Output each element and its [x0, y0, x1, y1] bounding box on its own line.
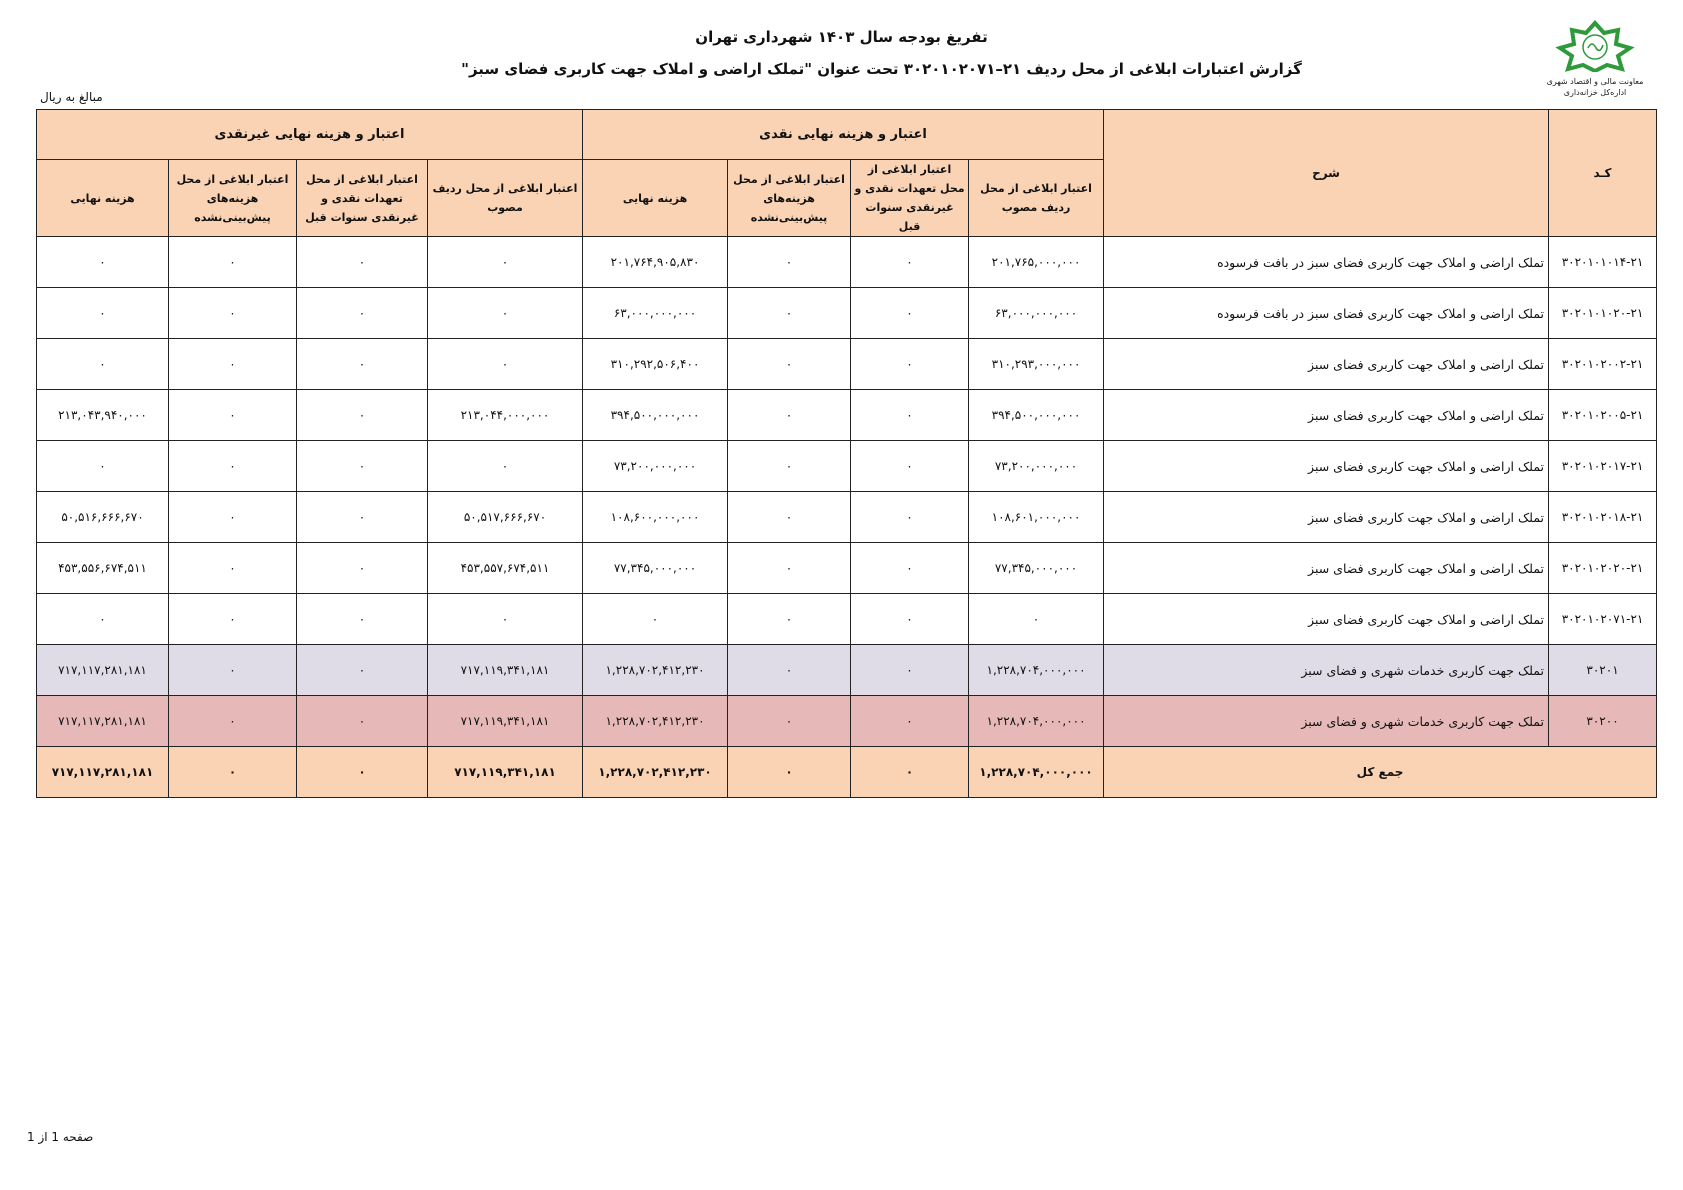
amount-cell: ۰	[169, 288, 297, 339]
amount-cell: ۰	[851, 492, 969, 543]
amount-cell: ۳۹۴,۵۰۰,۰۰۰,۰۰۰	[583, 390, 728, 441]
amount-cell: ۰	[851, 645, 969, 696]
noncash-col-header: اعتبار ابلاغی از محل ردیف مصوب	[428, 160, 583, 237]
row-code: ۳۰۲۰۱۰۲۰۰۵-۲۱	[1549, 390, 1657, 441]
cash-col-header: هزینه نهایی	[583, 160, 728, 237]
amount-cell: ۰	[428, 594, 583, 645]
amount-cell: ۰	[851, 441, 969, 492]
table-row	[37, 441, 1657, 492]
noncash-col-header: هزینه نهایی	[37, 160, 169, 237]
row-description: تملک اراضی و املاک جهت کاربری فضای سبز	[1104, 390, 1549, 441]
amount-cell: ۰	[37, 288, 169, 339]
amount-cell: ۰	[169, 747, 297, 798]
row-description: تملک اراضی و املاک جهت کاربری فضای سبز	[1104, 492, 1549, 543]
amount-cell: ۷۱۷,۱۱۷,۲۸۱,۱۸۱	[37, 645, 169, 696]
amount-cell: ۲۰۱,۷۶۴,۹۰۵,۸۳۰	[583, 237, 728, 288]
noncash-col-header: اعتبار ابلاغی از محل تعهدات نقدی و غیرنقدی سنوات قبل	[297, 160, 428, 237]
row-description: تملک اراضی و املاک جهت کاربری فضای سبز	[1104, 543, 1549, 594]
table-row	[37, 339, 1657, 390]
amount-cell: ۳۱۰,۲۹۲,۵۰۶,۴۰۰	[583, 339, 728, 390]
row-code: ۳۰۲۰۰	[1549, 696, 1657, 747]
amount-cell: ۰	[169, 696, 297, 747]
amount-cell: ۰	[297, 237, 428, 288]
row-code: ۳۰۲۰۱۰۲۰۰۲-۲۱	[1549, 339, 1657, 390]
report-subtitle: گزارش اعتبارات ابلاغی از محل ردیف ۲۱–۳۰۲۰۱۰۲۰۷۱ تحت عنوان "تملک اراضی و املاک جهت کاربری فضای سبز"	[461, 60, 1302, 78]
table-row	[37, 492, 1657, 543]
amount-cell: ۰	[728, 390, 851, 441]
amount-cell: ۰	[37, 237, 169, 288]
amount-cell: ۰	[169, 543, 297, 594]
col-header-description: شرح	[1104, 110, 1549, 237]
amount-cell: ۱,۲۲۸,۷۰۴,۰۰۰,۰۰۰	[969, 645, 1104, 696]
row-code: ۳۰۲۰۱۰۲۰۷۱-۲۱	[1549, 594, 1657, 645]
amount-cell: ۰	[728, 645, 851, 696]
amount-cell: ۰	[728, 237, 851, 288]
amount-cell: ۰	[728, 747, 851, 798]
amount-cell: ۰	[297, 390, 428, 441]
amount-cell: ۰	[169, 390, 297, 441]
amount-cell: ۰	[851, 237, 969, 288]
row-code: ۳۰۲۰۱۰۲۰۱۷-۲۱	[1549, 441, 1657, 492]
amount-cell: ۰	[728, 543, 851, 594]
amount-cell: ۰	[728, 594, 851, 645]
amount-cell: ۰	[728, 696, 851, 747]
amount-cell: ۰	[851, 696, 969, 747]
row-code: ۳۰۲۰۱۰۲۰۱۸-۲۱	[1549, 492, 1657, 543]
amount-cell: ۰	[728, 492, 851, 543]
amount-cell: ۲۱۳,۰۴۳,۹۴۰,۰۰۰	[37, 390, 169, 441]
amount-cell: ۰	[297, 492, 428, 543]
amount-cell: ۰	[297, 288, 428, 339]
row-code: ۳۰۲۰۱۰۱۰۲۰-۲۱	[1549, 288, 1657, 339]
amount-cell: ۱,۲۲۸,۷۰۴,۰۰۰,۰۰۰	[969, 696, 1104, 747]
amount-cell: ۰	[169, 645, 297, 696]
amount-cell: ۰	[169, 441, 297, 492]
amount-cell: ۰	[37, 594, 169, 645]
table-row	[37, 390, 1657, 441]
row-description: تملک اراضی و املاک جهت کاربری فضای سبز	[1104, 441, 1549, 492]
grand-total-row	[37, 747, 1657, 798]
amount-cell: ۰	[297, 696, 428, 747]
row-code: ۳۰۲۰۱	[1549, 645, 1657, 696]
noncash-col-header: اعتبار ابلاغی از محل هزینه‌های پیش‌بینی‌نشده	[169, 160, 297, 237]
amount-cell: ۲۰۱,۷۶۵,۰۰۰,۰۰۰	[969, 237, 1104, 288]
row-description: تملک جهت کاربری خدمات شهری و فضای سبز	[1104, 645, 1549, 696]
amount-cell: ۰	[297, 441, 428, 492]
amount-cell: ۰	[851, 747, 969, 798]
logo-caption-deputy: معاونت مالی و اقتصاد شهری	[1546, 77, 1644, 86]
amount-cell: ۷۱۷,۱۱۹,۳۴۱,۱۸۱	[428, 696, 583, 747]
amount-cell: ۴۵۳,۵۵۷,۶۷۴,۵۱۱	[428, 543, 583, 594]
group-header-noncash: اعتبار و هزینه نهایی غیرنقدی	[37, 110, 583, 160]
amount-cell: ۰	[428, 237, 583, 288]
amount-cell: ۱,۲۲۸,۷۰۲,۴۱۲,۲۳۰	[583, 696, 728, 747]
amount-cell: ۰	[728, 441, 851, 492]
amount-cell: ۰	[297, 339, 428, 390]
cash-col-header: اعتبار ابلاغی از محل ردیف مصوب	[969, 160, 1104, 237]
amount-cell: ۰	[428, 441, 583, 492]
amount-cell: ۰	[297, 594, 428, 645]
row-description: تملک اراضی و املاک جهت کاربری فضای سبز در بافت فرسوده	[1104, 288, 1549, 339]
amount-cell: ۰	[297, 747, 428, 798]
group-header-cash: اعتبار و هزینه نهایی نقدی	[583, 110, 1104, 160]
amount-cell: ۱۰۸,۶۰۱,۰۰۰,۰۰۰	[969, 492, 1104, 543]
row-code: ۳۰۲۰۱۰۱۰۱۴-۲۱	[1549, 237, 1657, 288]
amount-cell: ۴۵۳,۵۵۶,۶۷۴,۵۱۱	[37, 543, 169, 594]
amount-cell: ۰	[37, 441, 169, 492]
amount-cell: ۰	[851, 390, 969, 441]
cash-col-header: اعتبار ابلاغی از محل هزینه‌های پیش‌بینی‌نشده	[728, 160, 851, 237]
amount-cell: ۶۳,۰۰۰,۰۰۰,۰۰۰	[583, 288, 728, 339]
amount-cell: ۲۱۳,۰۴۴,۰۰۰,۰۰۰	[428, 390, 583, 441]
amount-cell: ۰	[169, 594, 297, 645]
amount-cell: ۱,۲۲۸,۷۰۲,۴۱۲,۲۳۰	[583, 747, 728, 798]
amount-cell: ۰	[851, 594, 969, 645]
cash-col-header: اعتبار ابلاغی از محل تعهدات نقدی و غیرنقدی سنوات قبل	[851, 160, 969, 237]
amount-cell: ۰	[297, 543, 428, 594]
amount-cell: ۵۰,۵۱۷,۶۶۶,۶۷۰	[428, 492, 583, 543]
amount-cell: ۰	[728, 339, 851, 390]
amount-cell: ۰	[169, 492, 297, 543]
amount-cell: ۳۹۴,۵۰۰,۰۰۰,۰۰۰	[969, 390, 1104, 441]
page-number: صفحه 1 از 1	[27, 1130, 94, 1144]
amount-cell: ۷۷,۳۴۵,۰۰۰,۰۰۰	[583, 543, 728, 594]
amount-cell: ۰	[583, 594, 728, 645]
logo-caption-treasury: اداره‌کل خزانه‌داری	[1563, 88, 1627, 97]
row-description: تملک اراضی و املاک جهت کاربری فضای سبز در بافت فرسوده	[1104, 237, 1549, 288]
amount-cell: ۱,۲۲۸,۷۰۴,۰۰۰,۰۰۰	[969, 747, 1104, 798]
amount-cell: ۵۰,۵۱۶,۶۶۶,۶۷۰	[37, 492, 169, 543]
col-header-code: کـد	[1549, 110, 1657, 237]
amount-cell: ۰	[297, 645, 428, 696]
amount-cell: ۱۰۸,۶۰۰,۰۰۰,۰۰۰	[583, 492, 728, 543]
row-code: ۳۰۲۰۱۰۲۰۲۰-۲۱	[1549, 543, 1657, 594]
subtotal-row	[37, 645, 1657, 696]
row-description: تملک اراضی و املاک جهت کاربری فضای سبز	[1104, 594, 1549, 645]
row-description: تملک اراضی و املاک جهت کاربری فضای سبز	[1104, 339, 1549, 390]
table-row	[37, 237, 1657, 288]
amount-cell: ۰	[851, 288, 969, 339]
amount-cell: ۷۷,۳۴۵,۰۰۰,۰۰۰	[969, 543, 1104, 594]
amount-cell: ۷۳,۲۰۰,۰۰۰,۰۰۰	[969, 441, 1104, 492]
amount-cell: ۷۱۷,۱۱۷,۲۸۱,۱۸۱	[37, 747, 169, 798]
amount-cell: ۰	[851, 339, 969, 390]
amount-cell: ۶۳,۰۰۰,۰۰۰,۰۰۰	[969, 288, 1104, 339]
amount-cell: ۰	[969, 594, 1104, 645]
amount-cell: ۱,۲۲۸,۷۰۲,۴۱۲,۲۳۰	[583, 645, 728, 696]
municipality-logo	[1540, 20, 1650, 98]
amount-cell: ۰	[169, 237, 297, 288]
subtotal-row	[37, 696, 1657, 747]
amount-cell: ۷۱۷,۱۱۹,۳۴۱,۱۸۱	[428, 645, 583, 696]
report-title: تفریغ بودجه سال ۱۴۰۳ شهرداری تهران	[695, 28, 988, 46]
amount-cell: ۰	[169, 339, 297, 390]
row-description: تملک جهت کاربری خدمات شهری و فضای سبز	[1104, 696, 1549, 747]
amount-cell: ۷۱۷,۱۱۷,۲۸۱,۱۸۱	[37, 696, 169, 747]
tehran-emblem-icon	[1550, 20, 1640, 72]
amount-cell: ۰	[428, 339, 583, 390]
table-row	[37, 543, 1657, 594]
total-label: جمع کل	[1104, 747, 1657, 798]
amount-cell: ۰	[428, 288, 583, 339]
amount-cell: ۷۳,۲۰۰,۰۰۰,۰۰۰	[583, 441, 728, 492]
currency-unit-label: مبالغ به ریال	[40, 90, 103, 104]
table-row	[37, 288, 1657, 339]
amount-cell: ۰	[851, 543, 969, 594]
amount-cell: ۰	[728, 288, 851, 339]
amount-cell: ۷۱۷,۱۱۹,۳۴۱,۱۸۱	[428, 747, 583, 798]
budget-table	[36, 109, 1657, 798]
table-row	[37, 594, 1657, 645]
amount-cell: ۳۱۰,۲۹۳,۰۰۰,۰۰۰	[969, 339, 1104, 390]
amount-cell: ۰	[37, 339, 169, 390]
